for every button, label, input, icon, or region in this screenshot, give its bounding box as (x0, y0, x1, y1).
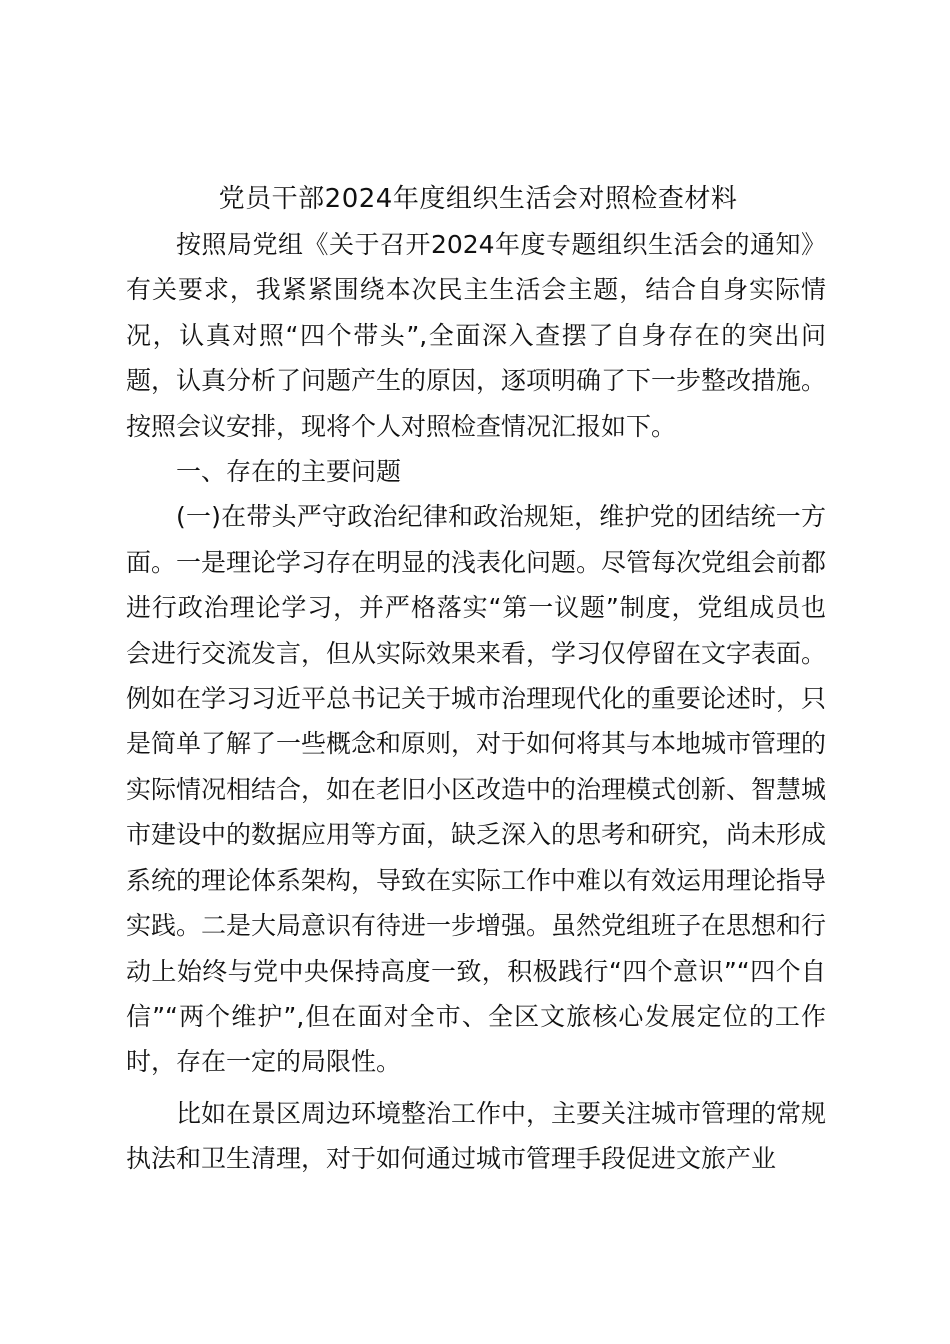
intro-paragraph: 按照局党组《关于召开2024年度专题组织生活会的通知》有关要求，我紧紧围绕本次民主生活会主题，结合自身实际情况，认真对照“四个带头”,全面深入查摆了自身存在的突出问题，认真分析了问题产生的原因，逐项明确了下一步整改措施。按照会议安排，现将个人对照检查情况汇报如下。 (126, 230, 827, 441)
section-heading-main-problems: 一、存在的主要问题 (176, 457, 402, 487)
section-paragraph-scenic-area: 比如在景区周边环境整治工作中，主要关注城市管理的常规执法和卫生清理，对于如何通过城市管理手段促进文旅产业 (126, 1098, 827, 1174)
section-paragraph-political-discipline: (一)在带头严守政治纪律和政治规矩，维护党的团结统一方面。一是理论学习存在明显的浅表化问题。尽管每次党组会前都进行政治理论学习，并严格落实“第一议题”制度，党组成员也会进行交流发言，但从实际效果来看，学习仅停留在文字表面。例如在学习习近平总书记关于城市治理现代化的重要论述时，只是简单了解了一些概念和原则，对于如何将其与本地城市管理的实际情况相结合，如在老旧小区改造中的治理模式创新、智慧城市建设中的数据应用等方面，缺乏深入的思考和研究，尚未形成系统的理论体系架构，导致在实际工作中难以有效运用理论指导实践。二是大局意识有待进一步增强。虽然党组班子在思想和行动上始终与党中央保持高度一致，积极践行“四个意识”“四个自信”“两个维护”,但在面对全市、全区文旅核心发展定位的工作时，存在一定的局限性。 (126, 502, 827, 1077)
document-title: 党员干部2024年度组织生活会对照检查材料 (218, 184, 738, 214)
document-body (126, 176, 826, 1182)
